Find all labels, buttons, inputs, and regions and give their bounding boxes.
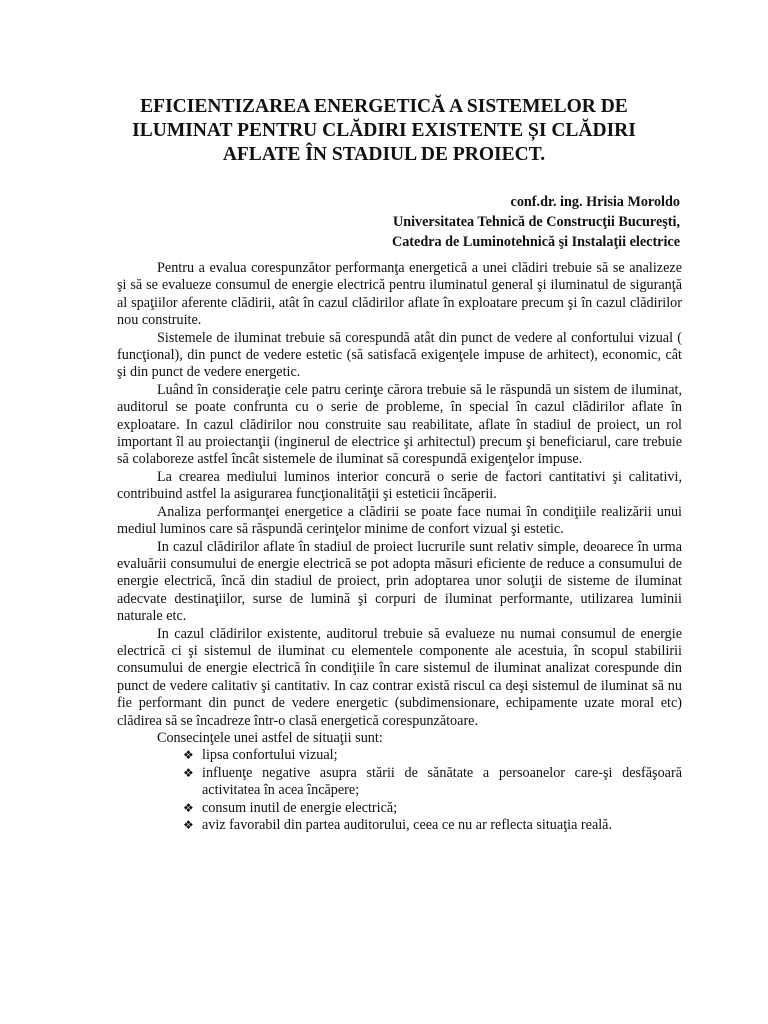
author-name: conf.dr. ing. Hrisia Moroldo (510, 194, 680, 210)
paragraph-8: Consecinţele unei astfel de situaţii sunt: (157, 729, 383, 746)
list-item-text: lipsa confortului vizual; (202, 747, 338, 764)
paragraph-7: In cazul clădirilor existente, auditorul trebuie să evalueze nu numai consumul de energie electrică ci şi sistemul de iluminat cu elementele componente ale acestuia, în scopul stabilirii consumului de energie electrică în condiţiile în care sistemul de iluminat analizat corespunde din punct de vedere calitativ şi cantitativ. In caz contrar există riscul ca deşi sistemul de iluminat să nu fie performant din punct de vedere energetic (subdimensionare, echipamente uzate moral etc) clădirea să se încadreze într-o clasă energetică corespunzătoare. (117, 625, 682, 729)
diamond-bullet-icon: ❖ (183, 800, 194, 815)
paragraph-6: In cazul clădirilor aflate în stadiul de proiect lucrurile sunt relativ simple, deoarece în urma evaluării consumului de energie electrică se pot adopta măsuri eficiente de reduce a consumului de energie electrică, încă din stadiul de proiect, prin adoptarea unor soluţii de sisteme de iluminat adecvate destinaţiilor, surse de lumină şi corpuri de iluminat performante, utilizarea luminii naturale etc. (117, 538, 682, 625)
list-item-text: aviz favorabil din partea auditorului, ceea ce nu ar reflecta situaţia reală. (202, 817, 613, 833)
paragraph-4: La crearea mediului luminos interior concură o serie de factori cantitativi şi calitativi, contribuind astfel la asigurarea funcţionalităţii şi esteticii încăperii. (117, 468, 682, 503)
author-block (392, 192, 680, 252)
document-title (100, 95, 668, 167)
list-item (183, 817, 682, 834)
list-item (183, 747, 682, 764)
title-line-3: AFLATE ÎN STADIUL DE PROIECT. (222, 144, 546, 165)
paragraph-2: Sistemele de iluminat trebuie să corespundă atât din punct de vedere al confortului vizual ( funcţional), din punct de vedere estetic (să satisfacă exigenţele impuse de arhitect), economic, cât şi din punct de vedere energetic. (117, 329, 682, 381)
diamond-bullet-icon: ❖ (183, 818, 194, 832)
author-department: Catedra de Luminotehnică şi Instalaţii electrice (391, 234, 680, 250)
list-item-text: influenţe negative asupra stării de sănătate a persoanelor care-şi desfăşoară activitatea în acea încăpere; (202, 764, 682, 799)
list-item (183, 765, 682, 800)
paragraph-5: Analiza performanţei energetice a clădirii se poate face numai în condiţiile realizării unui mediul luminos care să răspundă cerinţelor minime de confort vizual şi estetic. (117, 503, 682, 538)
title-line-2: ILUMINAT PENTRU CLĂDIRI EXISTENTE ȘI CLĂDIRI (132, 120, 636, 141)
diamond-bullet-icon: ❖ (183, 765, 194, 780)
list-item (183, 800, 682, 817)
diamond-bullet-icon: ❖ (183, 748, 194, 763)
paragraph-3: Luând în consideraţie cele patru cerinţe cărora trebuie să le răspundă un sistem de iluminat, auditorul se poate confrunta cu o serie de probleme, în special în cazul clădirilor aflate în exploatare. In cazul clădirilor nou construite sau reabilitate, aflate în stadiul de proiect, un rol important îl au proiectanţii (inginerul de electrice şi arhitectul) precum şi beneficiarul, care trebuie să colaboreze astfel încât sistemele de iluminat să corespundă exigenţelor impuse. (117, 381, 682, 468)
consequences-list (117, 747, 682, 834)
paragraph-1: Pentru a evalua corespunzător performanţa energetică a unei clădiri trebuie să se analizeze şi să se evalueze consumul de energie electrică pentru iluminatul general şi iluminatul de siguranţă al spaţiilor aferente clădirii, atât în cazul clădirilor aflate în exploatare precum şi în cazul clădirilor nou construite. (117, 260, 682, 329)
title-line-1: EFICIENTIZAREA ENERGETICĂ A SISTEMELOR DE (140, 96, 628, 117)
document-body (117, 260, 682, 834)
list-item-text: consum inutil de energie electrică; (202, 799, 398, 816)
author-university: Universitatea Tehnică de Construcţii Bucureşti, (392, 214, 680, 230)
